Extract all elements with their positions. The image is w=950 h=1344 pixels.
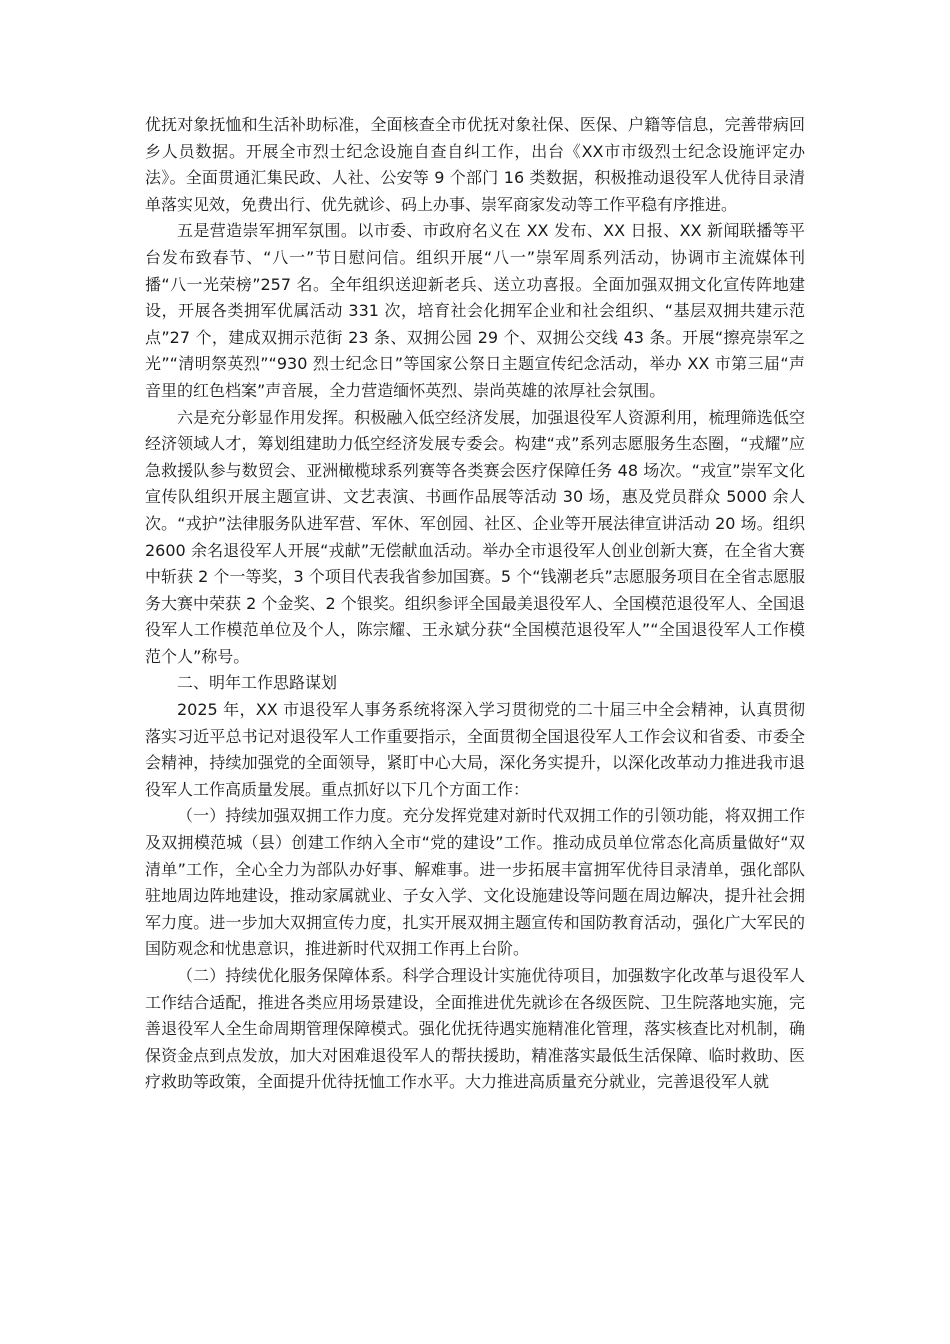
paragraph-continued: 优抚对象抚恤和生活补助标准，全面核查全市优抚对象社保、医保、户籍等信息，完善带病回乡人员数据。开展全市烈士纪念设施自查自纠工作，出台《XX市市级烈士纪念设施评定办法》。全面贯通汇集民政、人社、公安等 9 个部门 16 类数据，积极推动退役军人优待目录清单落实见效，免费出行、优先就诊、码上办事、崇军商家发动等工作平稳有序推进。: [145, 115, 805, 214]
document-page: [145, 112, 805, 1096]
paragraph-2025-overview: 2025 年，XX 市退役军人事务系统将深入学习贯彻党的二十届三中全会精神，认真贯彻落实习近平总书记对退役军人工作重要指示，全面贯彻全国退役军人工作会议和省委、市委全会精神，持续加强党的全面领导，紧盯中心大局，深化务实提升，以深化改革动力推进我市退役军人工作高质量发展。重点抓好以下几个方面工作：: [145, 700, 805, 799]
paragraph-item-one: （一）持续加强双拥工作力度。充分发挥党建对新时代双拥工作的引领功能，将双拥工作及双拥模范城（县）创建工作纳入全市“党的建设”工作。推动成员单位常态化高质量做好“双清单”工作，全心全力为部队办好事、解难事。进一步拓展丰富拥军优待目录清单，强化部队驻地周边阵地建设，推动家属就业、子女入学、文化设施建设等问题在周边解决，提升社会拥军力度。进一步加大双拥宣传力度，扎实开展双拥主题宣传和国防教育活动，强化广大军民的国防观念和忧患意识，推进新时代双拥工作再上台阶。: [145, 806, 805, 959]
section-heading-next-year: 二、明年工作思路谋划: [177, 673, 338, 693]
paragraph-five-military-atmosphere: 五是营造崇军拥军氛围。以市委、市政府名义在 XX 发布、XX 日报、XX 新闻联播等平台发布致春节、“八一”节日慰问信。组织开展“八一”崇军周系列活动，协调市主流媒体刊播“八一光荣榜”257 名。全年组织送迎新老兵、送立功喜报。全面加强双拥文化宣传阵地建设，开展各类拥军优属活动 331 次，培育社会化拥军企业和社会组织、“基层双拥共建示范点”27 个，建成双拥示范街 23 条、双拥公园 29 个、双拥公交线 43 条。开展“擦亮崇军之光”“清明祭英烈”“930 烈士纪念日”等国家公祭日主题宣传纪念活动，举办 XX 市第三届“声音里的红色档案”声音展，全力营造缅怀英烈、崇尚英雄的浓厚社会氛围。: [145, 221, 805, 400]
paragraph-item-two: （二）持续优化服务保障体系。科学合理设计实施优待项目，加强数字化改革与退役军人工作结合适配，推进各类应用场景建设，全面推进优先就诊在各级医院、卫生院落地实施，完善退役军人全生命周期管理保障模式。强化优抚待遇实施精准化管理，落实核查比对机制，确保资金点到点发放，加大对困难退役军人的帮扶援助，精准落实最低生活保障、临时救助、医疗救助等政策，全面提升优待抚恤工作水平。大力推进高质量充分就业，完善退役军人就: [145, 966, 805, 1092]
paragraph-six-role-display: 六是充分彰显作用发挥。积极融入低空经济发展，加强退役军人资源利用，梳理筛选低空经济领域人才，筹划组建助力低空经济发展专委会。构建“戎”系列志愿服务生态圈，“戎耀”应急救援队参与数贸会、亚洲橄榄球系列赛等各类赛会医疗保障任务 48 场次。“戎宣”崇军文化宣传队组织开展主题宣讲、文艺表演、书画作品展等活动 30 场，惠及党员群众 5000 余人次。“戎护”法律服务队进军营、军休、军创园、社区、企业等开展法律宣讲活动 20 场。组织 2600 余名退役军人开展“戎献”无偿献血活动。举办全市退役军人创业创新大赛，在全省大赛中斩获 2 个一等奖，3 个项目代表我省参加国赛。5 个“钱潮老兵”志愿服务项目在全省志愿服务大赛中荣获 2 个金奖、2 个银奖。组织参评全国最美退役军人、全国模范退役军人、全国退役军人工作模范单位及个人，陈宗耀、王永斌分获“全国模范退役军人”“全国退役军人工作模范个人”称号。: [145, 407, 805, 666]
